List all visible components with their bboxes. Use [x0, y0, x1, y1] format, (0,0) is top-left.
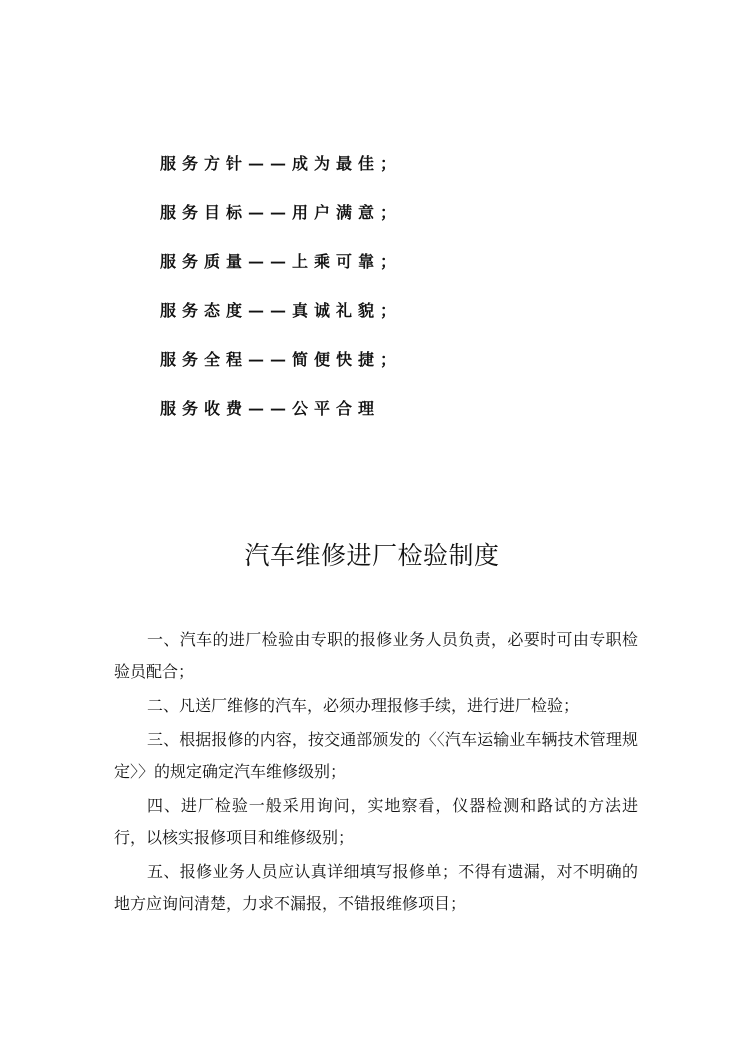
- motto-process: 服务全程——简便快捷；: [160, 350, 403, 369]
- paragraph-3: 三、根据报修的内容，按交通部颁发的〈〈汽车运输业车辆技术管理规定〉〉的规定确定汽车维修级别；: [114, 730, 638, 781]
- paragraph-4: 四、进厂检验一般采用询问，实地察看，仪器检测和路试的方法进行，以核实报修项目和维修级别；: [114, 796, 638, 847]
- motto-fees: 服务收费——公平合理: [160, 399, 381, 418]
- paragraph-2: 二、凡送厂维修的汽车，必须办理报修手续，进行进厂检验；: [147, 696, 580, 715]
- motto-goal: 服务目标——用户满意；: [160, 203, 403, 222]
- paragraph-5: 五、报修业务人员应认真详细填写报修单；不得有遗漏，对不明确的地方应询问清楚，力求不漏报，不错报维修项目；: [114, 862, 638, 913]
- document-body: [114, 624, 638, 920]
- document-title: 汽车维修进厂检验制度: [244, 541, 500, 570]
- motto-policy: 服务方针——成为最佳；: [160, 154, 403, 173]
- paragraph-1: 一、汽车的进厂检验由专职的报修业务人员负责，必要时可由专职检验员配合；: [114, 630, 638, 681]
- motto-attitude: 服务态度——真诚礼貌；: [160, 301, 403, 320]
- motto-quality: 服务质量——上乘可靠；: [160, 252, 403, 271]
- service-motto-list: [160, 148, 560, 442]
